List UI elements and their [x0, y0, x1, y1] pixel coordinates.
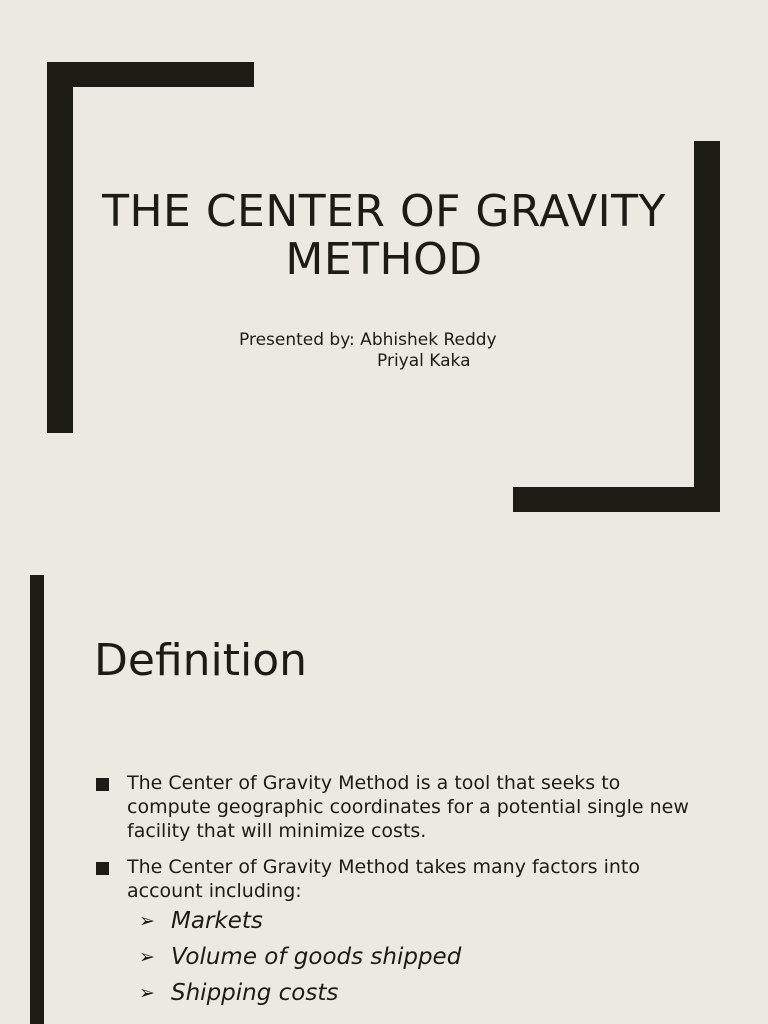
slide-title-line-2: METHOD — [285, 234, 483, 285]
bullet-text: The Center of Gravity Method takes many factors into account including: — [127, 856, 640, 902]
square-bullet-icon — [96, 862, 109, 875]
sub-bullet-list — [127, 903, 694, 1011]
slide-heading: Definition — [94, 635, 308, 686]
bullet-text: The Center of Gravity Method is a tool that seeks to compute geographic coordinates for a potential single new facility that will minimize costs. — [127, 772, 689, 842]
sub-bullet-text: Markets — [171, 908, 263, 934]
definition-slide — [0, 575, 768, 1024]
slide-left-accent-bar — [30, 575, 44, 1024]
frame-top-left-horizontal-bar — [47, 62, 254, 87]
bullet-list — [94, 771, 694, 1023]
sub-bullet-item — [127, 903, 694, 939]
sub-bullet-text: Shipping costs — [171, 980, 339, 1006]
frame-bottom-right-horizontal-bar — [513, 487, 720, 512]
sub-bullet-text: Volume of goods shipped — [171, 944, 462, 970]
square-bullet-icon — [96, 778, 109, 791]
arrowhead-bullet-icon: ➢ — [139, 910, 155, 932]
presenter-name-2: Priyal Kaka — [377, 351, 471, 371]
presented-by-text: Presented by: Abhishek Reddy — [239, 330, 497, 350]
bullet-item — [94, 771, 694, 843]
bullet-item — [94, 855, 694, 1011]
sub-bullet-item — [127, 975, 694, 1011]
slide-title — [60, 188, 708, 284]
arrowhead-bullet-icon: ➢ — [139, 946, 155, 968]
slide-title-line-1: THE CENTER OF GRAVITY — [102, 186, 666, 237]
arrowhead-bullet-icon: ➢ — [139, 982, 155, 1004]
sub-bullet-item — [127, 939, 694, 975]
